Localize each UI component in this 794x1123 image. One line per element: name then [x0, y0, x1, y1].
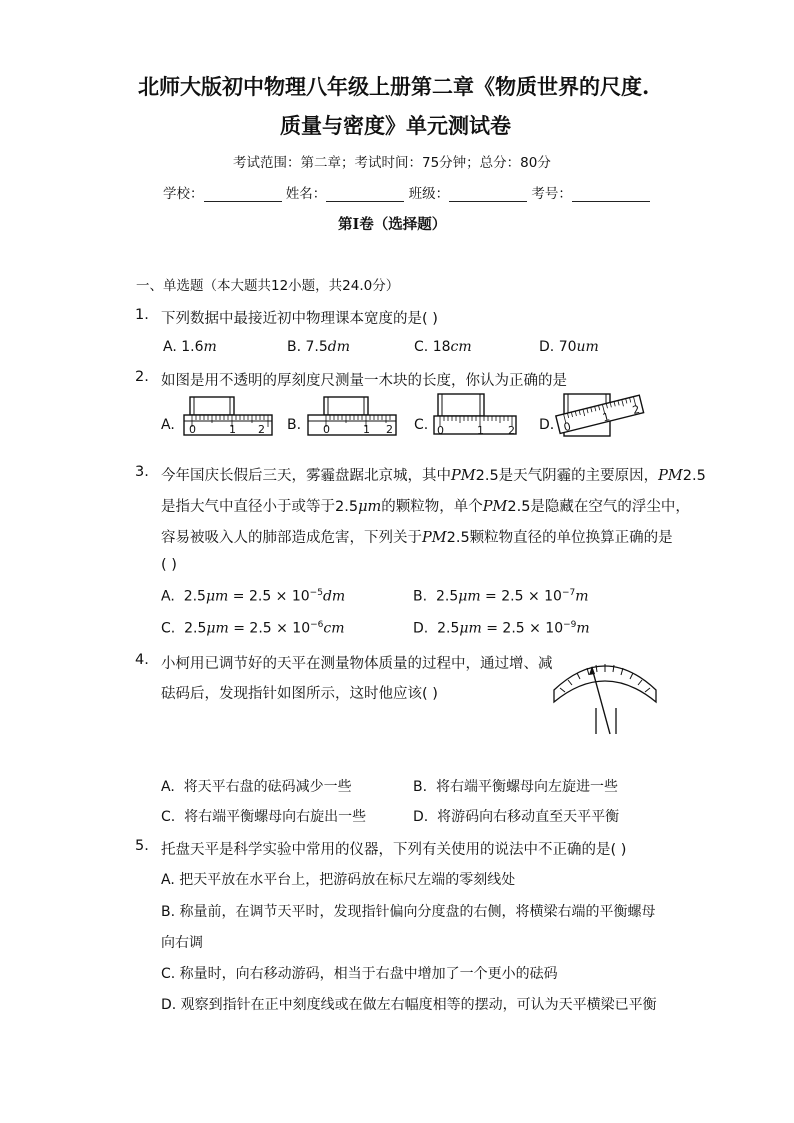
name-blank[interactable] [326, 187, 404, 202]
ruler-b-tick-1: 1 [363, 423, 370, 436]
q4-option-d[interactable]: D. 将游码向右移动直至天平平衡 [413, 809, 620, 825]
q2-ruler-diagram-c [430, 390, 530, 444]
section-title: 一、单选题（本大题共12小题，共24.0分） [136, 278, 400, 294]
q2-stem: 如图是用不透明的厚刻度尺测量一木块的长度，你认为正确的是 [161, 373, 567, 389]
q5-stem: 托盘天平是科学实验中常用的仪器，下列有关使用的说法中不正确的是( ) [161, 842, 627, 858]
school-blank[interactable] [204, 187, 282, 202]
q3-line-1: 今年国庆长假后三天，雾霾盘踞北京城，其中PM2.5是天气阴霾的主要原因，PM2.5 [161, 468, 706, 484]
q4-balance-pointer-diagram [550, 648, 660, 738]
q2-option-d-letter[interactable]: D. [539, 417, 555, 433]
q2-number: 2. [135, 369, 149, 385]
q3-option-d[interactable]: D. $2.5\mu m = 2.5 \times 10^{-9}m$ [413, 620, 590, 637]
ruler-a-tick-0: 0 [189, 423, 196, 436]
q2-option-b-letter[interactable]: B. [287, 417, 302, 433]
ruler-a-tick-2: 2 [258, 423, 265, 436]
q2-ruler-diagram-d [556, 388, 656, 448]
ruler-b-tick-2: 2 [386, 423, 393, 436]
q3-line-2: 是指大气中直径小于或等于2.5μm的颗粒物，单个PM2.5是隐藏在空气的浮尘中， [161, 499, 690, 515]
q1-option-a[interactable]: A. 1.6m [163, 339, 217, 355]
ruler-b-tick-0: 0 [323, 423, 330, 436]
info-fields [163, 182, 650, 202]
q1-stem: 下列数据中最接近初中物理课本宽度的是( ) [161, 311, 438, 327]
ruler-c-tick-1: 1 [477, 424, 484, 437]
q5-option-a[interactable]: A. 把天平放在水平台上，把游码放在标尺左端的零刻线处 [161, 872, 516, 888]
exam-info: 考试范围：第二章；考试时间：75分钟；总分：80分 [233, 155, 551, 171]
q3-line-3: 容易被吸入人的肺部造成危害，下列关于PM2.5颗粒物直径的单位换算正确的是 [161, 530, 673, 546]
q1-option-d[interactable]: D. 70um [539, 339, 599, 355]
q3-option-b[interactable]: B. $2.5\mu m = 2.5 \times 10^{-7}m$ [413, 588, 589, 605]
q4-number: 4. [135, 652, 149, 668]
class-blank[interactable] [449, 187, 527, 202]
ruler-c-tick-2: 2 [508, 424, 515, 437]
class-label: 班级： [408, 186, 450, 202]
q2-ruler-diagram-b [304, 393, 404, 443]
exam-number-blank[interactable] [572, 187, 650, 202]
ruler-c-tick-0: 0 [437, 424, 444, 437]
q2-option-c-letter[interactable]: C. [414, 417, 429, 433]
q5-option-b-line-2[interactable]: 向右调 [161, 935, 203, 951]
q1-option-b[interactable]: B. 7.5dm [287, 339, 351, 355]
q4-line-2: 砝码后，发现指针如图所示，这时他应该( ) [161, 686, 438, 702]
volume-title: 第I卷（选择题） [338, 216, 447, 233]
q2-option-a-letter[interactable]: A. [161, 417, 175, 433]
title-line-2: 质量与密度》单元测试卷 [280, 113, 511, 138]
q3-option-c[interactable]: C. $2.5\mu m = 2.5 \times 10^{-6}cm$ [161, 620, 345, 637]
q5-option-d[interactable]: D. 观察到指针在正中刻度线或在做左右幅度相等的摆动，可认为天平横梁已平衡 [161, 997, 657, 1013]
q4-option-a[interactable]: A. 将天平右盘的砝码减少一些 [161, 779, 352, 795]
ruler-d-tick-2: 2 [631, 402, 642, 418]
q3-number: 3. [135, 464, 149, 480]
ruler-a-tick-1: 1 [229, 423, 236, 436]
title-line-1: 北师大版初中物理八年级上册第二章《物质世界的尺度. [138, 74, 650, 99]
q5-number: 5. [135, 838, 149, 854]
q4-line-1: 小柯用已调节好的天平在测量物体质量的过程中，通过增、减 [161, 656, 553, 672]
q5-option-b-line-1[interactable]: B. 称量前，在调节天平时，发现指针偏向分度盘的右侧，将横梁右端的平衡螺母 [161, 904, 656, 920]
school-label: 学校： [163, 186, 204, 202]
q5-option-c[interactable]: C. 称量时，向右移动游码，相当于右盘中增加了一个更小的砝码 [161, 966, 558, 982]
q1-option-c[interactable]: C. 18cm [414, 339, 472, 355]
ruler-d-tick-1: 1 [601, 410, 612, 425]
q2-ruler-diagram-a [180, 393, 280, 443]
q4-option-b[interactable]: B. 将右端平衡螺母向左旋进一些 [413, 779, 618, 795]
q4-option-c[interactable]: C. 将右端平衡螺母向右旋出一些 [161, 809, 367, 825]
q3-option-a[interactable]: A. $2.5\mu m = 2.5 \times 10^{-5}dm$ [161, 588, 346, 605]
name-label: 姓名： [285, 186, 327, 202]
ruler-d-tick-0: 0 [562, 419, 573, 435]
q1-number: 1. [135, 307, 149, 323]
q3-line-4: ( ) [161, 557, 177, 573]
exam-number-label: 考号： [531, 186, 572, 202]
